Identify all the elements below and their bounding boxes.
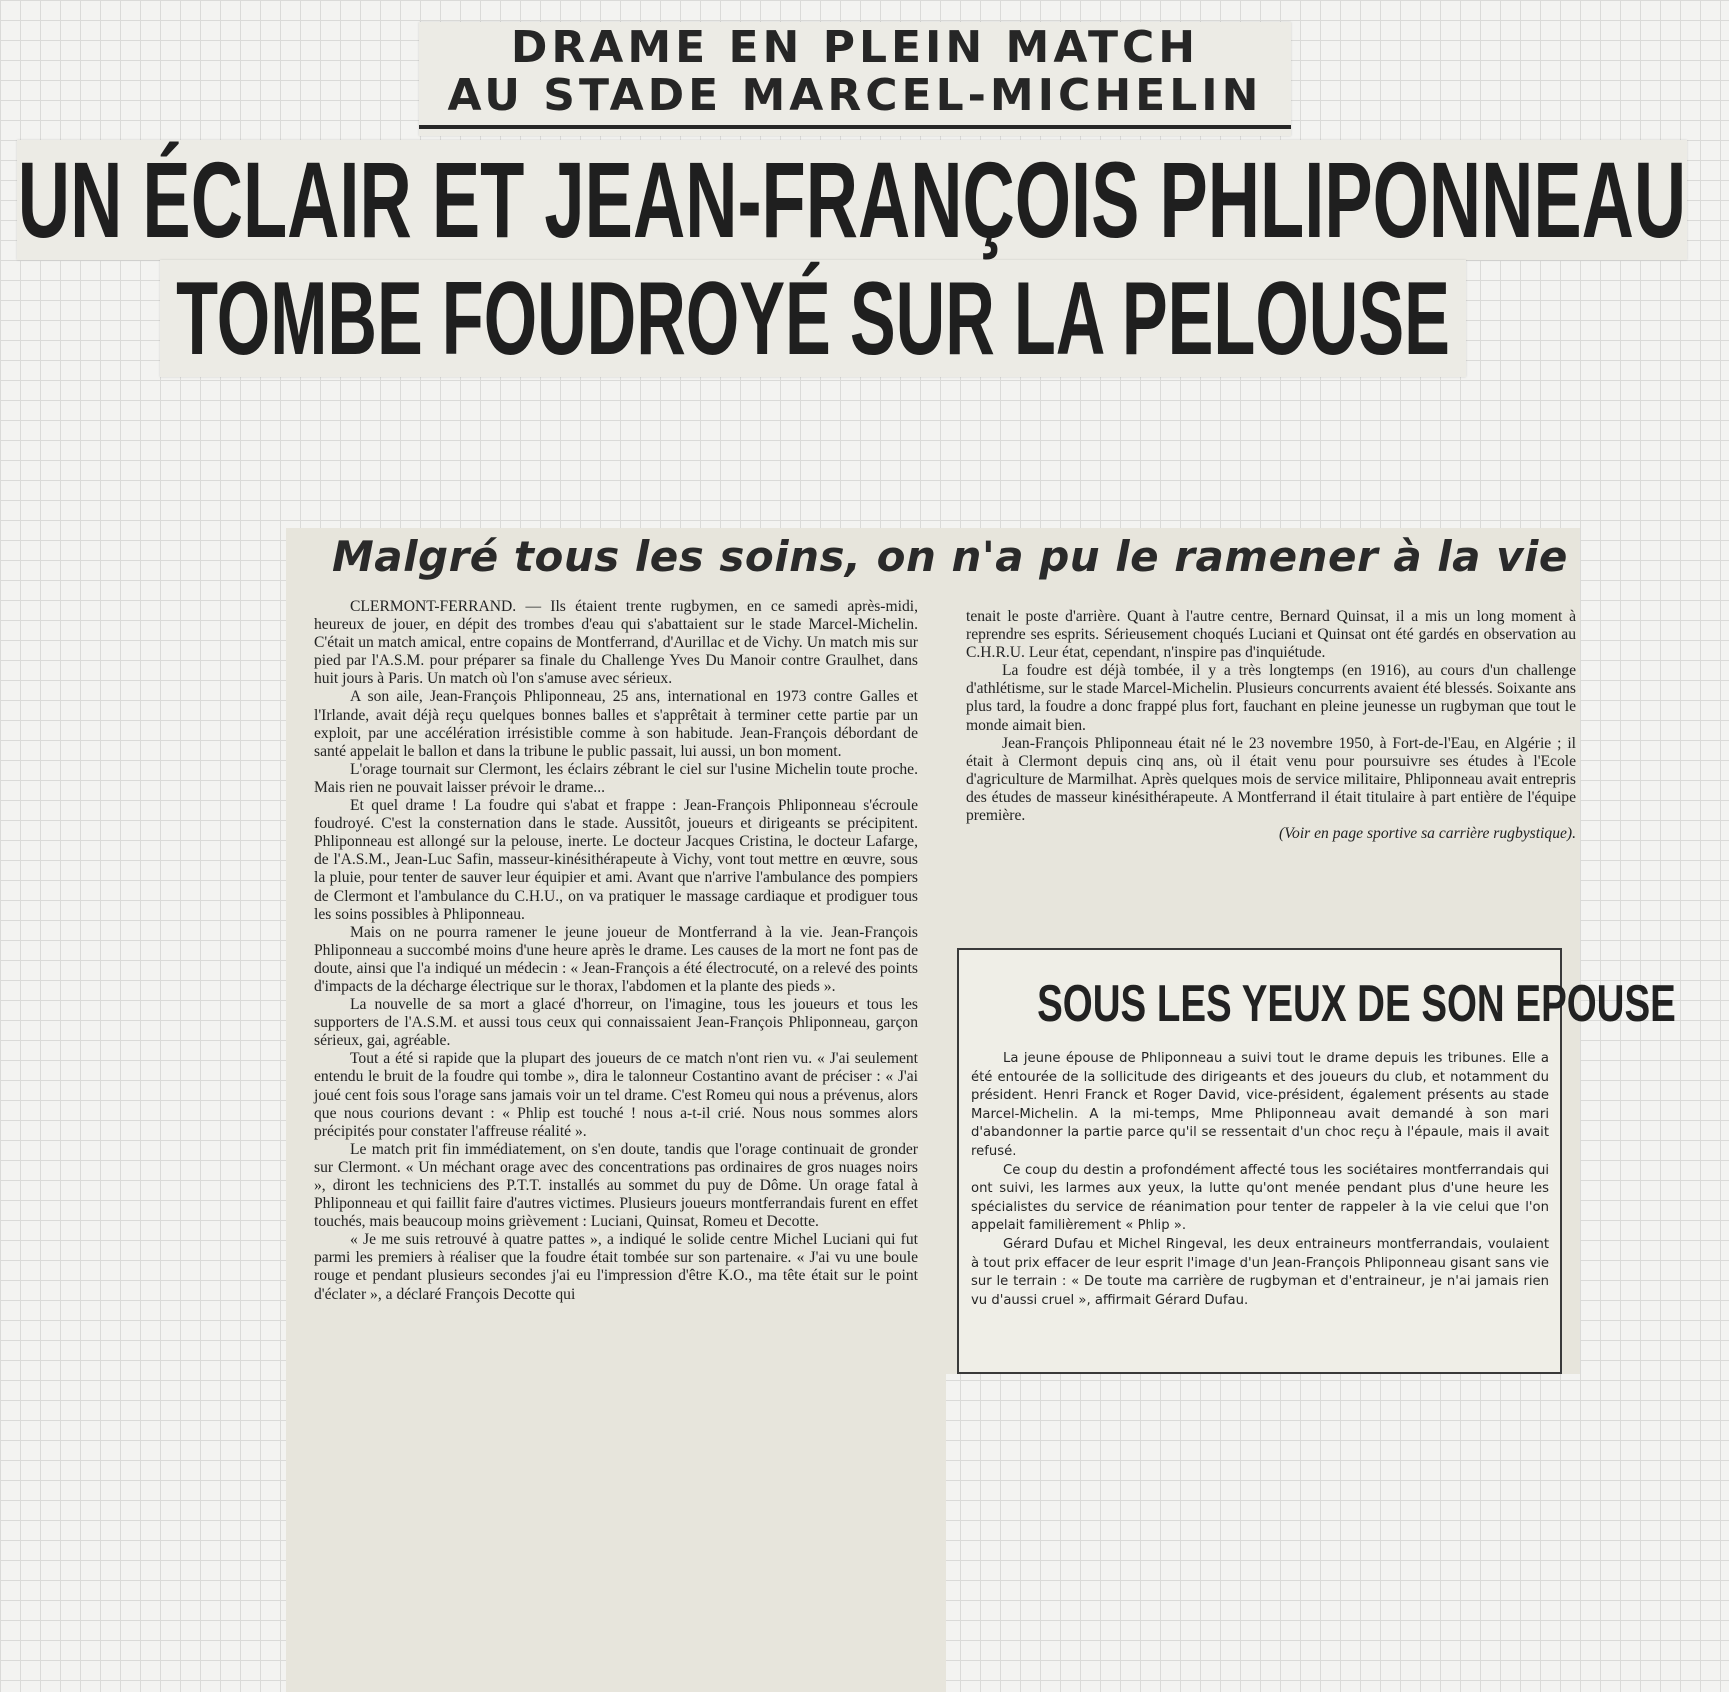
article-column-left [314,598,918,1304]
sidebar-box [957,948,1676,1374]
paragraph: Et quel drame ! La foudre qui s'abat et frappe : Jean-François Phliponneau s'écroule foudroyé. C'est la consternation dans le stade. Aussitôt, joueurs et dirigeants se précipitent. Phliponneau est allongé sur la pelouse, inerte. Le docteur Jacques Cristina, le docteur Lafarge, de l'A.S.M., Jean-Luc Safin, masseur-kinésithérapeute à Vichy, vont tout mettre en œuvre, sous la pluie, pour tenter de sauver leur équipier et ami. Avant que n'arrive l'ambulance des pompiers de Clermont et l'ambulance du C.H.U., on va pratiquer le massage cardiaque et prodiguer tous les soins possibles à Phliponneau. [314,797,918,923]
kicker-line-2: AU STADE MARCEL-MICHELIN [447,70,1263,121]
paragraph: Mais on ne pourra ramener le jeune joueur de Montferrand à la vie. Jean-François Phliponneau a succombé moins d'une heure après le drame. Les causes de la mort ne font pas de doute, ainsi que l'a indiqué un médecin : « Jean-François a été électrocuté, on a relevé des points d'impacts de la décharge électrique sur le thorax, l'abdomen et la plante des pieds ». [314,923,918,995]
box-paragraph: La jeune épouse de Phliponneau a suivi tout le drame depuis les tribunes. Elle a été entourée de la sollicitude des dirigeants et des joueurs du club, et notamment du président. Henri Franck et Roger David, vice-président, également présents au stade Marcel-Michelin. A la mi-temps, Mme Phliponneau avait demandé à son mari d'abandonner la partie parce qu'il se ressentait d'un choc reçu à l'épaule, mais il avait refusé. [971,1051,1549,1159]
paragraph: tenait le poste d'arrière. Quant à l'autre centre, Bernard Quinsat, il a mis un long moment à reprendre ses esprits. Sérieusement choqués Luciani et Quinsat ont été gardés en observation au C.H.R.U. Leur état, cependant, n'inspire pas d'inquiétude. [966,608,1576,662]
subheadline: Malgré tous les soins, on n'a pu le ramener à la vie [332,532,1568,581]
kicker-line-1: DRAME EN PLEIN MATCH [510,22,1200,73]
headline-line-1: UN ÉCLAIR ET JEAN-FRANÇOIS PHLIPONNEAU [17,139,1687,260]
see-sports-page-note: (Voir en page sportive sa carrière rugbystique). [1279,825,1576,843]
article-clipping [286,528,1676,1692]
article-column-right [966,608,1576,843]
paragraph: Tout a été si rapide que la plupart des joueurs de ce match n'ont rien vu. « J'ai seulement entendu le bruit de la foudre qui tombe », dira le talonneur Costantino avant de préciser : « J'ai joué cent fois sous l'orage sans jamais voir un tel drame. C'est Romeu qui nous a prévenus, alors que nous courions devant : « Phlip est touché ! nous a-t-il crié. Nous nous sommes alors précipités pour constater l'affreuse réalité ». [314,1050,918,1140]
kicker-underline [419,125,1291,129]
paragraph: L'orage tournait sur Clermont, les éclairs zébrant le ciel sur l'usine Michelin toute proche. Mais rien ne pouvait laisser prévoir le drame... [314,760,918,796]
kicker-clipping [419,22,1291,136]
paragraph: A son aile, Jean-François Phliponneau, 25 ans, international en 1973 contre Galles et l'Irlande, avait déjà reçu quelques bonnes balles et s'apprêtait à terminer cette partie par un exploit, par une accélération irrésistible comme à son habitude. Jean-François débordant de santé appelait le ballon et dans la tribune le public passait, lui aussi, un bon moment. [314,688,918,760]
box-paragraph: Ce coup du destin a profondément affecté tous les sociétaires montferrandais qui ont suivi, les larmes aux yeux, la lutte qu'ont menée pendant plus d'une heure les spécialistes du service de réanimation pour tenter de rappeler à la vie celui que l'on appelait familièrement « Phlip ». [971,1162,1549,1234]
paragraph: « Je me suis retrouvé à quatre pattes », a indiqué le solide centre Michel Luciani qui fut parmi les premiers à réaliser que la foudre était tombée sur son partenaire. « J'ai vu une boule rouge et pendant plusieurs secondes j'ai eu l'impression d'être K.O., ma tête était sur le point d'éclater », a déclaré François Decotte qui [314,1231,918,1303]
paragraph: Le match prit fin immédiatement, on s'en doute, tandis que l'orage continuait de gronder sur Clermont. « Un méchant orage avec des concentrations pas ordinaires de gros nuages noirs », diront les techniciens des P.T.T. installés au sommet du puy de Dôme. Un orage fatal à Phliponneau et qui faillit faire d'autres victimes. Plusieurs joueurs montferrandais furent en effet touchés, mais beaucoup moins grièvement : Luciani, Quinsat, Romeu et Decotte. [314,1140,918,1231]
headline-line-2: TOMBE FOUDROYÉ SUR LA PELOUSE [176,260,1450,377]
headline-clipping-1 [17,140,1687,260]
headline-clipping-2 [160,260,1466,377]
box-body [971,1050,1549,1310]
paragraph: La foudre est déjà tombée, il y a très longtemps (en 1916), au cours d'un challenge d'athlétisme, sur le stade Marcel-Michelin. Plusieurs concurrents avaient été blessés. Soixante ans plus tard, la foudre a donc frappé plus fort, fauchant en pleine jeunesse un rugbyman que tout le monde aimait bien. [966,662,1576,734]
box-paragraph: Gérard Dufau et Michel Ringeval, les deux entraineurs montferrandais, voulaient à tout prix effacer de leur esprit l'image d'un Jean-François Phliponneau gisant sans vie sur le terrain : « De toute ma carrière de rugbyman et d'entraineur, je n'ai jamais rien vu d'aussi cruel », affirmait Gérard Dufau. [971,1236,1549,1308]
paragraph: CLERMONT-FERRAND. — Ils étaient trente rugbymen, en ce samedi après-midi, heureux de jouer, en dépit des trombes d'eau qui s'abattaient sur le stade Marcel-Michelin. C'était un match amical, entre copains de Montferrand, d'Aurillac et de Vichy. Un match mis sur pied par l'A.S.M. pour préparer sa finale du Challenge Yves Du Manoir contre Graulhet, dans huit jours à Paris. Un match où l'on s'amuse avec sérieux. [314,598,918,688]
box-title: SOUS LES YEUX DE SON EPOUSE [1037,975,1676,1033]
paragraph: La nouvelle de sa mort a glacé d'horreur, on l'imagine, tous les joueurs et tous les supporters de l'A.S.M. et aussi tous ceux qui connaissaient Jean-François Phliponneau, garçon sérieux, gai, agréable. [314,996,918,1050]
paragraph: Jean-François Phliponneau était né le 23 novembre 1950, à Fort-de-l'Eau, en Algérie ; il était à Clermont depuis cinq ans, où il était venu pour poursuivre ses études à l'Ecole d'agriculture de Marmilhat. Après quelques mois de service militaire, Phliponneau avait entrepris des études de masseur kinésithérapeute. A Montferrand il était titulaire à part entière de l'équipe première. [966,734,1576,825]
